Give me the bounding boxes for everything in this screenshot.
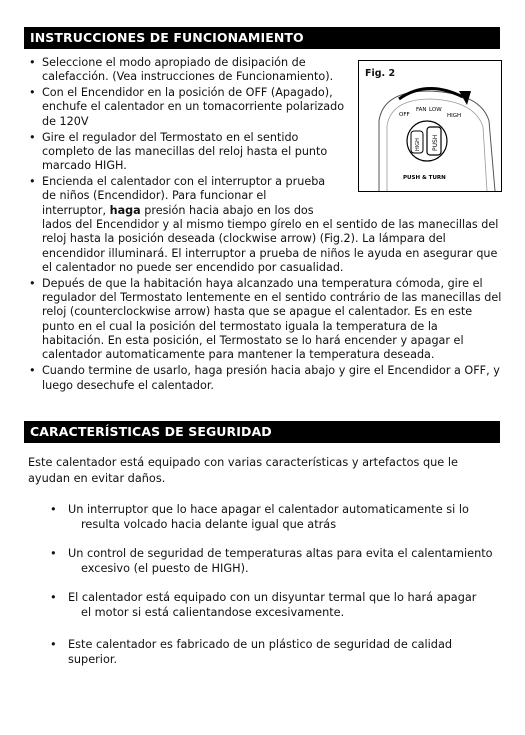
list-item bbox=[28, 364, 503, 393]
feature-text-line1: Un interruptor que lo hace apagar el calentador automaticamente si lo bbox=[68, 503, 469, 516]
dial-label-fan: FAN bbox=[416, 107, 427, 113]
list-item bbox=[28, 56, 347, 85]
bullet-text: Con el Encendidor en la posición de OFF (Apagado), enchufe el calentador en un tomacorriente polarizado de 120V bbox=[42, 86, 345, 128]
dial-label-off: OFF bbox=[399, 112, 410, 118]
clockwise-arrow bbox=[399, 88, 463, 99]
list-item bbox=[28, 131, 347, 174]
push-and-turn-label: PUSH & TURN bbox=[403, 175, 446, 181]
arrow-head-icon bbox=[459, 91, 471, 105]
bullet-text: Gire el regulador del Termostato en el sentido completo de las manecillas del reloj hasta el punto marcado HIGH. bbox=[42, 130, 328, 173]
list-item bbox=[50, 638, 500, 667]
section-header-safety-features bbox=[24, 421, 500, 443]
bullet-icon: • bbox=[50, 591, 57, 604]
bullet-text: presión hacia abajo en los dos lados del Encendidor y al mismo tiempo gírelo en el sentido de las manecillas del reloj hasta la posición deseada (clockwise arrow) (Fig.2). La lámpara del encendidor illuminará. El interruptor a prueba de niños le ayuda en asegurar que el calentador no puede ser encendido por casualidad. bbox=[42, 203, 499, 274]
knob-label-high: HIGH bbox=[415, 138, 421, 151]
bullet-text: Encienda el calentador con el interruptor a prueba de niños (Encendidor). Para funcionar el interruptor, bbox=[42, 175, 326, 217]
section-title: INSTRUCCIONES DE FUNCIONAMIENTO bbox=[30, 30, 304, 45]
bullet-text: Depués de que la habitación haya alcanzado una temperatura cómoda, gire el regulador del Termostato lentemente en el sentido contrário de las manecillas del reloj (counterclockwise arrow) hasta que se apague el calentador. Es en este punto en el cual la posición del termostato iguala la temperatura de la habitación. En esta posición, el Termostato se lo hará encender y apagar el calentador automaticamente para mantener la temperatura deseada. bbox=[42, 276, 502, 362]
safety-intro: Este calentador está equipado con varias características y artefactos que le ayudan en evitar daños. bbox=[28, 456, 458, 486]
section-header-operating-instructions bbox=[24, 27, 500, 49]
figure-2 bbox=[358, 60, 502, 192]
list-item bbox=[50, 547, 500, 576]
bullet-bold-text: haga bbox=[109, 203, 141, 217]
bullet-text: Cuando termine de usarlo, haga presión hacia abajo y gire el Encendidor a OFF, y luego desechufe el calentador. bbox=[42, 364, 500, 392]
list-item bbox=[50, 503, 500, 532]
feature-text-line2: resulta volcado hacia delante igual que atrás bbox=[81, 517, 337, 531]
feature-text-line1: Este calentador es fabricado de un plástico de seguridad de calidad superior. bbox=[68, 638, 453, 666]
feature-text-line2: excesivo (el puesto de HIGH). bbox=[81, 561, 249, 575]
figure-caption: Fig. 2 bbox=[365, 68, 396, 79]
dial-label-high: HIGH bbox=[447, 113, 462, 119]
list-item bbox=[50, 591, 500, 620]
list-item bbox=[28, 86, 347, 129]
feature-text-line1: El calentador está equipado con un disyuntar termal que lo hará apagar bbox=[68, 591, 477, 604]
feature-text-line1: Un control de seguridad de temperaturas altas para evita el calentamiento bbox=[68, 547, 493, 560]
dial-label-low: LOW bbox=[429, 107, 442, 113]
bullet-icon: • bbox=[50, 638, 57, 651]
list-item bbox=[28, 277, 503, 363]
bullet-icon: • bbox=[50, 547, 57, 560]
knob-label-push: PUSH bbox=[432, 134, 439, 151]
bullet-text: Seleccione el modo apropiado de disipación de calefacción. (Vea instrucciones de Funcionamiento). bbox=[42, 56, 334, 84]
bullet-icon: • bbox=[50, 503, 57, 516]
feature-text-line2: el motor si está calientandose excesivamente. bbox=[81, 605, 345, 619]
section-title: CARACTERÍSTICAS DE SEGURIDAD bbox=[30, 424, 272, 439]
switch-dial-illustration bbox=[359, 61, 501, 191]
